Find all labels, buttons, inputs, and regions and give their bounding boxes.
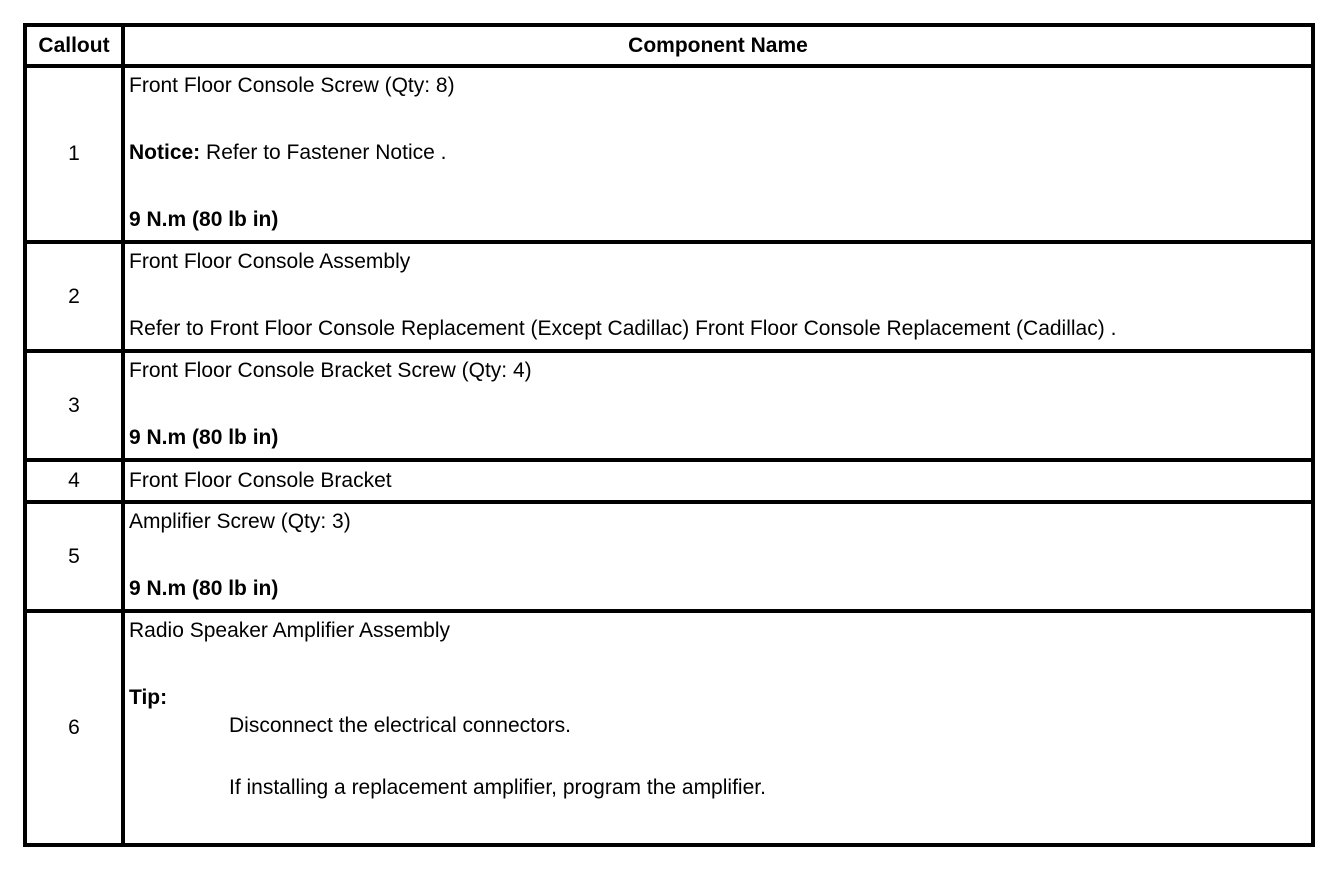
component-cell bbox=[123, 611, 1313, 845]
table-row bbox=[25, 351, 1313, 460]
notice-label: Notice: bbox=[129, 141, 201, 164]
component-name: Radio Speaker Amplifier Assembly bbox=[129, 619, 450, 642]
torque-spec: 9 N.m (80 lb in) bbox=[129, 577, 279, 600]
callout-number: 5 bbox=[25, 502, 123, 611]
tip-item: Disconnect the electrical connectors. bbox=[229, 714, 571, 737]
header-callout: Callout bbox=[25, 25, 123, 66]
torque-spec: 9 N.m (80 lb in) bbox=[129, 208, 279, 231]
table-row bbox=[25, 460, 1313, 502]
notice-text: Refer to Fastener Notice . bbox=[200, 141, 447, 164]
component-name: Amplifier Screw (Qty: 3) bbox=[129, 510, 351, 533]
header-component-name: Component Name bbox=[123, 25, 1313, 66]
component-cell bbox=[123, 460, 1313, 502]
refer-text: Refer to Front Floor Console Replacement (Except Cadillac) Front Floor Console Replacement (Cadillac) . bbox=[129, 317, 1117, 340]
component-name: Front Floor Console Bracket Screw (Qty: 4) bbox=[129, 359, 532, 382]
torque-spec: 9 N.m (80 lb in) bbox=[129, 426, 279, 449]
callout-number: 4 bbox=[25, 460, 123, 502]
callout-number: 6 bbox=[25, 611, 123, 845]
table-row bbox=[25, 502, 1313, 611]
table-row bbox=[25, 611, 1313, 845]
header-row bbox=[25, 25, 1313, 66]
callout-number: 1 bbox=[25, 66, 123, 242]
component-name: Front Floor Console Assembly bbox=[129, 250, 411, 273]
callout-number: 2 bbox=[25, 242, 123, 351]
component-name: Front Floor Console Screw (Qty: 8) bbox=[129, 74, 455, 97]
component-cell bbox=[123, 351, 1313, 460]
callout-table bbox=[23, 23, 1315, 847]
component-name: Front Floor Console Bracket bbox=[129, 469, 392, 492]
component-cell bbox=[123, 66, 1313, 242]
component-cell bbox=[123, 502, 1313, 611]
notice-line bbox=[129, 135, 1311, 165]
tip-item: If installing a replacement amplifier, program the amplifier. bbox=[229, 776, 766, 799]
component-cell bbox=[123, 242, 1313, 351]
callout-number: 3 bbox=[25, 351, 123, 460]
table-row bbox=[25, 242, 1313, 351]
tip-label: Tip: bbox=[129, 686, 168, 709]
table-row bbox=[25, 66, 1313, 242]
